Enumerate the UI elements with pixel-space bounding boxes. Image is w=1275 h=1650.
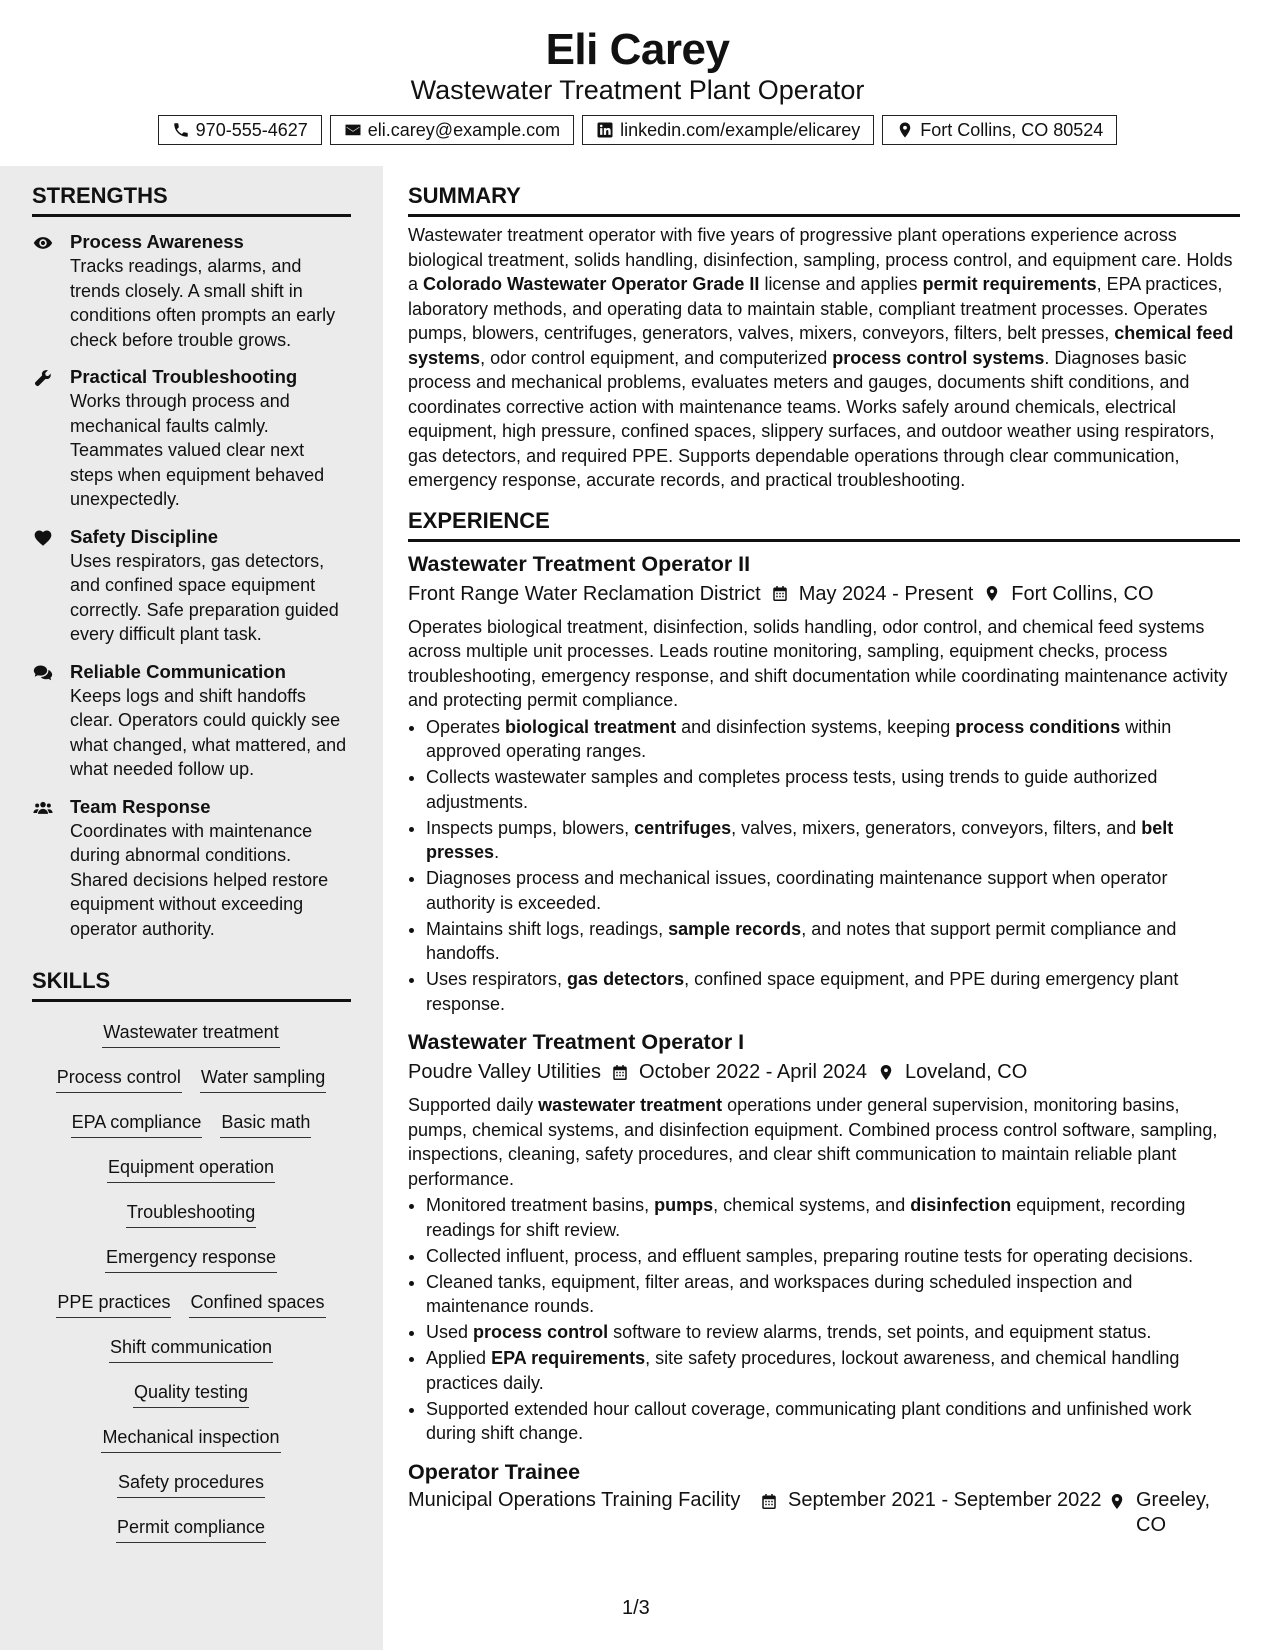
strength-title: Practical Troubleshooting [70,366,298,387]
bullet-item: • Monitored treatment basins, pumps, chemical systems, and disinfection equipment, recording readings for shift review. [426,1193,1240,1242]
skill-tag: Mechanical inspection [101,1425,280,1453]
skill-row [32,1147,350,1192]
strength-item [32,795,351,942]
job-meta [408,1488,1240,1538]
bullet-item: • Diagnoses process and mechanical issues, coordinating maintenance support when operator authority is exceeded. [426,866,1240,915]
skill-tag: EPA compliance [71,1110,203,1138]
skill-tag: Shift communication [109,1335,273,1363]
job-meta [408,1058,1240,1086]
job-entry [408,1458,1240,1538]
heart-icon [32,528,54,548]
job-location: Loveland, CO [904,1061,1028,1083]
job-dates: September 2021 - September 2022 [788,1488,1102,1511]
skill-tag: Basic math [220,1110,311,1138]
job-bullets [408,715,1240,1017]
strength-title: Process Awareness [70,231,244,252]
calendar-icon [760,1492,778,1511]
map-pin-icon [983,584,1001,603]
skill-tag: Process control [56,1065,182,1093]
skill-row [32,1282,350,1327]
strengths-heading: STRENGTHS [32,182,351,217]
strength-title: Reliable Communication [70,660,286,682]
skill-tag: Quality testing [133,1380,249,1408]
skill-row [32,1462,350,1507]
envelope-icon [344,121,362,139]
job-entry [408,1028,1240,1446]
contact-linkedin-text: linkedin.com/example/elicarey [620,119,861,140]
bullet-item: • Maintains shift logs, readings, sample records, and notes that support permit compliance and handoffs. [426,917,1240,966]
skill-row [32,1507,350,1552]
skill-row [32,1102,350,1147]
contact-bar [0,115,1275,145]
skill-row [32,1237,350,1282]
summary-text: Wastewater treatment operator with five years of progressive plant operations experience across biological treatment, solids handling, disinfection, sampling, process control, and equipment care. Holds a Colorado Wastewater Operator Grade II license and applies permit requirements, EPA practices, laboratory methods, and operating data to maintain stable, compliant treatment processes. Operates pumps, blowers, centrifuges, generators, valves, mixers, conveyors, filters, belt presses, chemical feed systems, odor control equipment, and computerized process control systems. Diagnoses basic process and mechanical problems, evaluates meters and gauges, documents shift conditions, and coordinates corrective action with maintenance teams. Works safely around chemicals, electrical equipment, high pressure, confined spaces, slippery surfaces, and outdoor weather using respirators, gas detectors, and required PPE. Supports dependable operations through clear communication, emergency response, accurate records, and practical troubleshooting. [408,225,1234,490]
skill-row [32,1012,350,1057]
job-location: Greeley, CO [1136,1488,1211,1536]
job-description: Supported daily wastewater treatment operations under general supervision, monitoring basins, pumps, chemical systems, and disinfection equipment. Combined process control software, sampling, inspections, cleaning, safety procedures, and clear shift communication to maintain reliable plant performance. [408,1095,1218,1189]
wrench-icon [32,368,54,388]
contact-location [882,115,1117,145]
strength-item [32,525,351,647]
strength-item [32,660,351,782]
job-title: Operator Trainee [408,1459,581,1484]
skill-row [32,1372,350,1417]
job-entry [408,550,1240,1017]
main-content [408,166,1240,1538]
bullet-item: • Cleaned tanks, equipment, filter areas, and workspaces during scheduled inspection and maintenance rounds. [426,1270,1240,1319]
eye-icon [32,233,54,253]
map-pin-icon [1108,1492,1126,1511]
contact-phone[interactable] [158,115,322,145]
skill-tag: PPE practices [56,1290,171,1318]
skill-tag: Confined spaces [189,1290,325,1318]
skill-tag: Permit compliance [116,1515,266,1543]
skill-tag: Emergency response [105,1245,277,1273]
skill-tag: Troubleshooting [126,1200,256,1228]
strength-title: Team Response [70,795,211,817]
bullet-item: • Supported extended hour callout coverage, communicating plant conditions and unfinished work during shift change. [426,1397,1240,1446]
bullet-item: • Collected influent, process, and effluent samples, preparing routine tests for operating decisions. [426,1244,1240,1269]
skill-row [32,1327,350,1372]
strength-item [32,230,351,352]
skill-tag: Wastewater treatment [102,1020,279,1048]
strength-desc: Tracks readings, alarms, and trends closely. A small shift in conditions often prompts an early check before trouble grows. [70,256,336,350]
candidate-name: Eli Carey [545,25,730,74]
strength-desc: Coordinates with maintenance during abnormal conditions. Shared decisions helped restore equipment without exceeding operator authority. [70,820,329,939]
bullet-item: • Collects wastewater samples and completes process tests, using trends to guide authorized adjustments. [426,765,1240,814]
job-description: Operates biological treatment, disinfection, solids handling, odor control, and chemical feed systems across multiple unit processes. Leads routine monitoring, sampling, equipment checks, process troubleshooting, emergency response, and shift documentation while coordinating maintenance activity and protecting permit compliance. [408,616,1228,710]
experience-heading: EXPERIENCE [408,507,1240,542]
resume-header [0,0,1275,166]
calendar-icon [771,584,789,603]
map-pin-icon [877,1063,895,1082]
bullet-item: • Uses respirators, gas detectors, confined space equipment, and PPE during emergency plant response. [426,967,1240,1016]
job-meta [408,580,1240,608]
job-title: Wastewater Treatment Operator II [408,551,751,576]
job-dates: May 2024 - Present [798,582,974,605]
strength-desc: Uses respirators, gas detectors, and confined space equipment correctly. Safe preparation guided every difficult plant task. [70,550,339,644]
skill-tag: Equipment operation [107,1155,275,1183]
contact-email-text: eli.carey@example.com [367,119,561,140]
strength-title: Safety Discipline [70,525,219,547]
bullet-item: • Applied EPA requirements, site safety procedures, lockout awareness, and chemical handling practices daily. [426,1346,1240,1395]
contact-phone-text: 970-555-4627 [195,119,308,140]
skill-tag: Water sampling [200,1065,326,1093]
job-title: Wastewater Treatment Operator I [408,1030,745,1054]
map-pin-icon [896,121,914,139]
skills-list [32,1012,350,1552]
users-icon [32,798,54,818]
candidate-title: Wastewater Treatment Plant Operator [410,75,865,105]
skill-tag: Safety procedures [117,1470,265,1498]
contact-email[interactable] [330,115,574,145]
page-number: 1/3 [622,1597,650,1619]
sidebar [0,166,383,1650]
skill-row [32,1057,350,1102]
linkedin-icon [596,121,614,139]
skill-row [32,1192,350,1237]
bullet-item: • Used process control software to review alarms, trends, set points, and equipment status. [426,1320,1240,1345]
contact-linkedin[interactable] [582,115,874,145]
bullet-item: • Inspects pumps, blowers, centrifuges, valves, mixers, generators, conveyors, filters, and belt presses. [426,816,1240,865]
summary-heading: SUMMARY [408,182,1240,217]
job-bullets [408,1193,1240,1446]
job-dates: October 2022 - April 2024 [639,1061,867,1083]
skill-row [32,1417,350,1462]
strength-item [32,365,351,512]
calendar-icon [611,1063,629,1082]
skills-heading: SKILLS [32,967,351,1002]
job-employer: Poudre Valley Utilities [408,1061,602,1083]
job-location: Fort Collins, CO [1011,582,1154,605]
job-employer: Municipal Operations Training Facility [408,1488,741,1511]
comments-icon [32,663,54,683]
job-employer: Front Range Water Reclamation District [408,582,761,605]
phone-icon [172,121,190,139]
contact-location-text: Fort Collins, CO 80524 [920,119,1104,140]
strength-desc: Works through process and mechanical faults calmly. Teammates valued clear next steps when equipment behaved unexpectedly. [70,391,325,509]
strength-desc: Keeps logs and shift handoffs clear. Operators could quickly see what changed, what mattered, and what needed follow up. [70,685,347,779]
bullet-item: • Operates biological treatment and disinfection systems, keeping process conditions within approved operating ranges. [426,715,1240,764]
